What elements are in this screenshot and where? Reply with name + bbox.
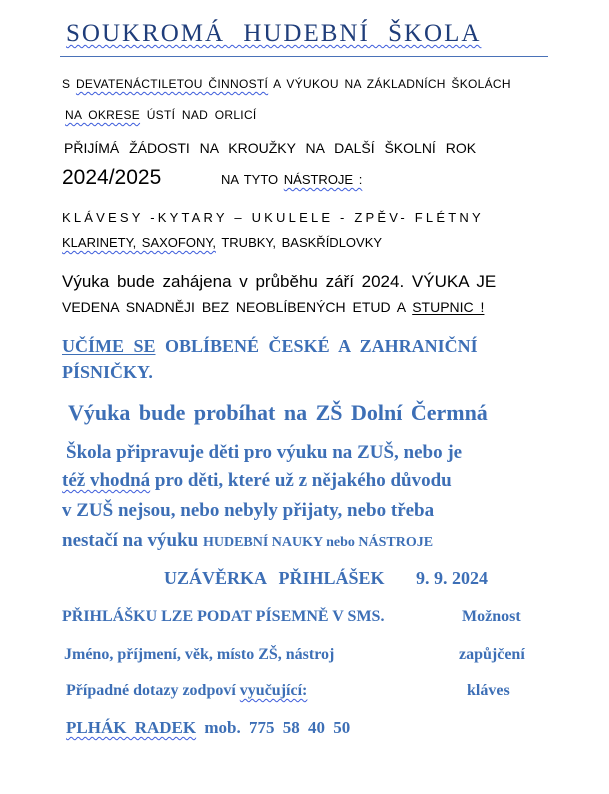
intro-line-1-prefix: S (62, 77, 76, 91)
application-fields: Jméno, příjmení, věk, místo ZŠ, nástroj (64, 646, 335, 663)
intro-district: NA OKRESE (65, 108, 141, 122)
intro-line-1-suffix: A VÝUKOU NA ZÁKLADNÍCH ŠKOLÁCH (268, 77, 511, 91)
info-paragraph-line-2 (62, 470, 452, 492)
deadline-label: UZÁVĚRKA PŘIHLÁŠEK (164, 568, 385, 588)
songs-line-2: PÍSNIČKY. (62, 362, 153, 382)
info-also-suitable: též vhodná (62, 470, 151, 491)
rental-option-line-3: kláves (467, 682, 510, 699)
intro-line-1 (62, 77, 511, 91)
questions-teacher: vyučující: (239, 682, 308, 699)
instruments-brass: TRUBKY, BASKŘÍDLOVKY (215, 235, 383, 250)
intro-line-2 (65, 108, 257, 122)
rental-option-line-2: zapůjčení (459, 646, 525, 663)
start-line-2 (62, 299, 484, 315)
instruments-winds: KLARINETY, SAXOFONY, (62, 235, 216, 250)
songs-we-learn: UČÍME SE (62, 336, 156, 356)
contact-line (66, 718, 350, 738)
info-theory-instrument: HUDEBNÍ NAUKY nebo NÁSTROJE (202, 535, 434, 550)
intro-activity-years: DEVATENÁCTILETOU ČINNOSTÍ (75, 77, 269, 91)
songs-line-1-suffix: OBLÍBENÉ ČESKÉ A ZAHRANIČNÍ (155, 336, 478, 356)
start-line-2-prefix: VEDENA SNADNĚJI BEZ NEOBLÍBENÝCH ETUD A (62, 299, 413, 315)
instruments-intro-prefix: NA TYTO (221, 172, 284, 187)
instruments-intro-label: NÁSTROJE : (283, 172, 363, 187)
lesson-location: Výuka bude probíhat na ZŠ Dolní Čermná (68, 400, 488, 425)
instruments-intro (221, 172, 362, 187)
instruments-line-2 (62, 235, 382, 250)
apply-via-sms: PŘIHLÁŠKU LZE PODAT PÍSEMNĚ V SMS. (62, 608, 385, 625)
start-scales: STUPNIC ! (412, 299, 485, 315)
rental-option-line-1: Možnost (462, 608, 521, 625)
intro-line-2-suffix: ÚSTÍ NAD ORLICÍ (140, 108, 257, 122)
info-paragraph-line-3: v ZUŠ nejsou, nebo nebyly přijaty, nebo třeba (62, 500, 435, 521)
start-line-1: Výuka bude zahájena v průběhu září 2024. VÝUKA JE (62, 272, 497, 291)
title-divider (60, 56, 548, 57)
questions-prefix: Případné dotazy zodpoví (66, 682, 240, 699)
info-paragraph-line-2-suffix: pro děti, které už z nějakého důvodu (150, 470, 452, 491)
instruments-line-1: KLÁVESY -KYTARY – UKULELE - ZPĚV- FLÉTNY (62, 210, 484, 225)
contact-phone: mob. 775 58 40 50 (196, 718, 351, 737)
page-title: SOUKROMÁ HUDEBNÍ ŠKOLA (66, 20, 482, 47)
info-paragraph-line-4 (62, 530, 433, 552)
info-paragraph-line-4-prefix: nestačí na výuku (62, 530, 203, 551)
info-paragraph-line-1: Škola připravuje děti pro výuku na ZUŠ, nebo je (66, 442, 463, 463)
deadline-date: 9. 9. 2024 (416, 568, 488, 588)
songs-line-1 (62, 336, 478, 357)
contact-name: PLHÁK RADEK (66, 718, 197, 737)
intro-line-3: PŘIJÍMÁ ŽÁDOSTI NA KROUŽKY NA DALŠÍ ŠKOLNÍ ROK (64, 140, 477, 156)
questions-line (66, 682, 307, 700)
school-year: 2024/2025 (62, 166, 162, 189)
